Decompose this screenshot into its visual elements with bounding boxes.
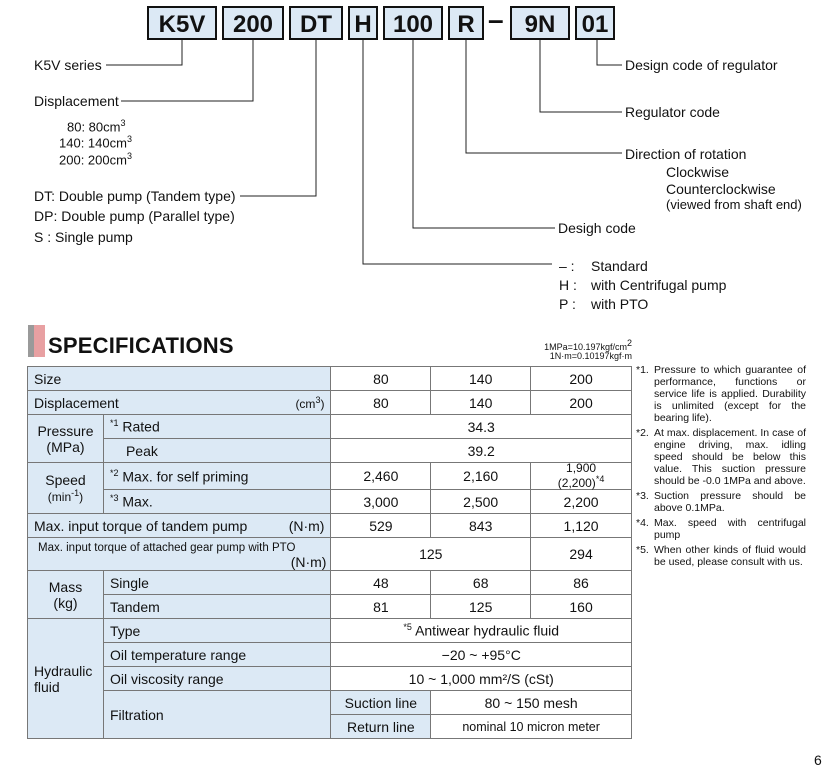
label-displacement: Displacement bbox=[34, 93, 119, 109]
table-row bbox=[28, 415, 632, 439]
cell: 140 bbox=[431, 391, 531, 415]
table-row bbox=[28, 571, 632, 595]
opt-p: P : bbox=[559, 296, 576, 312]
row-size-label: Size bbox=[28, 367, 331, 391]
cell: $^{*5}$ Antiwear hydraulic fluid bbox=[331, 619, 632, 643]
cell: 1,900 $(2,200)^{*4}$ bbox=[531, 463, 632, 490]
label-ccw: Counterclockwise bbox=[666, 181, 776, 197]
code-box-regulator: 9N bbox=[510, 6, 570, 40]
cell: 140 bbox=[431, 367, 531, 391]
cell: 80 ~ 150 mesh bbox=[431, 691, 632, 715]
return-line-label: Return line bbox=[331, 715, 431, 739]
cell: nominal 10 micron meter bbox=[431, 715, 632, 739]
cell: 2,160 bbox=[431, 463, 531, 490]
row-hydraulic-label: Hydraulic fluid bbox=[28, 619, 104, 739]
pressure-rated-label: $^{*1}$ Rated bbox=[103, 415, 330, 439]
cell: 843 bbox=[431, 514, 531, 538]
suction-line-label: Suction line bbox=[331, 691, 431, 715]
speed-max-label: $^{*3}$ Max. bbox=[103, 490, 330, 514]
cell: 125 bbox=[331, 538, 531, 571]
cell: 125 bbox=[431, 595, 531, 619]
label-design-reg: Design code of regulator bbox=[625, 57, 778, 73]
footnote: *5. When other kinds of fluid would be used, please consult with us. bbox=[636, 544, 806, 568]
table-row bbox=[28, 367, 632, 391]
cell: 80 bbox=[331, 367, 431, 391]
table-row bbox=[28, 619, 632, 643]
table-row bbox=[28, 691, 632, 715]
unit-note-nm: 1N·m=0.10197kgf·m bbox=[549, 351, 632, 361]
table-row bbox=[28, 595, 632, 619]
oil-temp-label: Oil temperature range bbox=[103, 643, 330, 667]
unit-note-mpa: $1MPa=10.197kgf/cm^2$ bbox=[544, 338, 632, 352]
cell: 529 bbox=[331, 514, 431, 538]
label-reg-code: Regulator code bbox=[625, 104, 720, 120]
fluid-type-label: Type bbox=[103, 619, 330, 643]
code-box-option: H bbox=[348, 6, 378, 40]
label-series: K5V series bbox=[34, 57, 102, 73]
mass-single-label: Single bbox=[103, 571, 330, 595]
code-box-series: K5V bbox=[147, 6, 217, 40]
table-row bbox=[28, 490, 632, 514]
opt-p-text: with PTO bbox=[591, 296, 649, 312]
cell: 80 bbox=[331, 391, 431, 415]
code-box-type: DT bbox=[289, 6, 343, 40]
label-s: S : Single pump bbox=[34, 229, 133, 245]
cell: 10 ~ 1,000 mm²/S (cSt) bbox=[331, 667, 632, 691]
table-row bbox=[28, 514, 632, 538]
label-dt: DT: Double pump (Tandem type) bbox=[34, 188, 236, 204]
footnote: *2. At max. displacement. In case of engine driving, max. idling speed should be below this value. This suction pressure should be -0.0 1MPa and above. bbox=[636, 427, 806, 487]
disp-200: 200: $200cm^3$ bbox=[59, 151, 132, 168]
row-torque-tandem-label: Max. input torque of tandem pump (N·m) bbox=[28, 514, 331, 538]
cell: 200 bbox=[531, 367, 632, 391]
label-viewed: (viewed from shaft end) bbox=[666, 197, 802, 212]
code-box-rotation: R bbox=[448, 6, 484, 40]
cell: −20 ~ +95°C bbox=[331, 643, 632, 667]
cell: 34.3 bbox=[331, 415, 632, 439]
table-row bbox=[28, 463, 632, 490]
footnote: *3. Suction pressure should be above 0.1MPa. bbox=[636, 490, 806, 514]
row-mass-label: Mass (kg) bbox=[28, 571, 104, 619]
table-row bbox=[28, 538, 632, 571]
cell: 86 bbox=[531, 571, 632, 595]
cell: 39.2 bbox=[331, 439, 632, 463]
pressure-peak-label: Peak bbox=[103, 439, 330, 463]
spec-title: SPECIFICATIONS bbox=[48, 333, 234, 358]
table-row bbox=[28, 391, 632, 415]
cell: 294 bbox=[531, 538, 632, 571]
table-row bbox=[28, 667, 632, 691]
cell: 2,200 bbox=[531, 490, 632, 514]
table-row bbox=[28, 439, 632, 463]
oil-visc-label: Oil viscosity range bbox=[103, 667, 330, 691]
code-box-design: 100 bbox=[383, 6, 443, 40]
cell: 3,000 bbox=[331, 490, 431, 514]
label-cw: Clockwise bbox=[666, 164, 730, 180]
cell: 68 bbox=[431, 571, 531, 595]
row-displacement-label: Displacement $(cm^3)$ bbox=[28, 391, 331, 415]
label-design-code: Desigh code bbox=[558, 220, 636, 236]
speed-self-priming-label: $^{*2}$ Max. for self priming bbox=[103, 463, 330, 490]
code-box-displacement: 200 bbox=[222, 6, 284, 40]
table-row bbox=[28, 643, 632, 667]
spec-table bbox=[27, 366, 632, 739]
disp-80: 80: $80cm^3$ bbox=[67, 118, 126, 135]
footnote: *1. Pressure to which guarantee of performance, functions or service life is applied. Durability is unlimited (except for the bearing life). bbox=[636, 364, 806, 424]
label-direction: Direction of rotation bbox=[625, 146, 747, 162]
disp-140: 140: $140cm^3$ bbox=[59, 134, 132, 151]
cell: 2,500 bbox=[431, 490, 531, 514]
spec-heading-bar bbox=[28, 325, 45, 357]
row-speed-label: Speed $(\min^{-1})$ bbox=[28, 463, 104, 514]
cell: 200 bbox=[531, 391, 632, 415]
opt-standard: Standard bbox=[591, 258, 648, 274]
footnote: *4. Max. speed with centrifugal pump bbox=[636, 517, 806, 541]
code-box-reg-design: 01 bbox=[575, 6, 615, 40]
cell: 81 bbox=[331, 595, 431, 619]
footnotes bbox=[636, 364, 806, 571]
filtration-label: Filtration bbox=[103, 691, 330, 739]
page-number: 6 bbox=[814, 752, 822, 768]
label-dp: DP: Double pump (Parallel type) bbox=[34, 208, 235, 224]
opt-dash: – : bbox=[559, 258, 575, 274]
code-dash: – bbox=[488, 4, 504, 35]
cell: 48 bbox=[331, 571, 431, 595]
cell: 160 bbox=[531, 595, 632, 619]
mass-tandem-label: Tandem bbox=[103, 595, 330, 619]
opt-h-text: with Centrifugal pump bbox=[591, 277, 727, 293]
cell: 1,120 bbox=[531, 514, 632, 538]
cell: 2,460 bbox=[331, 463, 431, 490]
opt-h: H : bbox=[559, 277, 577, 293]
row-torque-gear-label: Max. input torque of attached gear pump with PTO (N·m) bbox=[28, 538, 331, 571]
row-pressure-label: Pressure (MPa) bbox=[28, 415, 104, 463]
